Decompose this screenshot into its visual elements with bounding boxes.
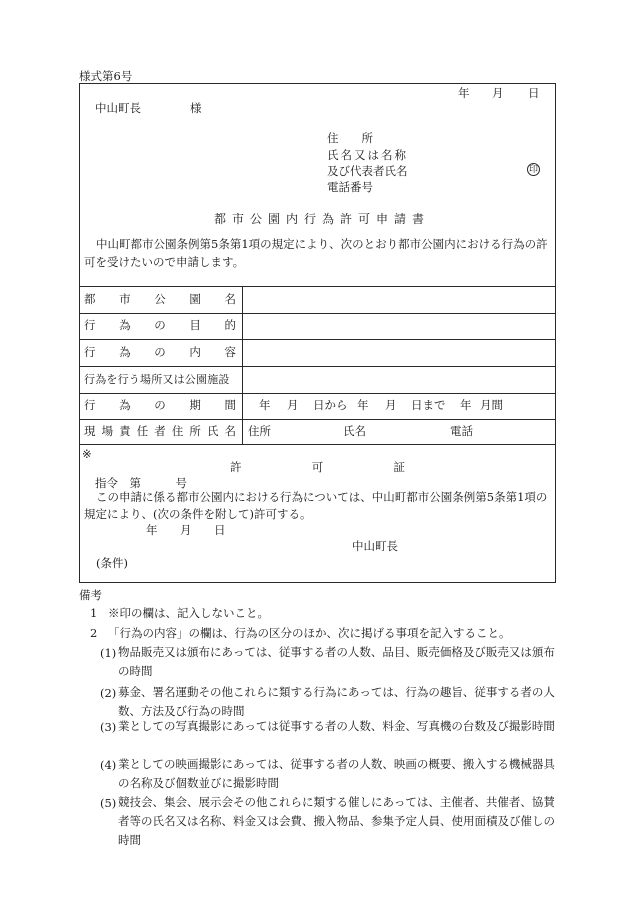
applicant-representative-label: 及び代表者氏名 [327, 164, 408, 178]
table-column-divider [242, 287, 243, 445]
row-label-content: 行 為 の 内 容 [84, 345, 236, 359]
applicant-name-label: 氏名又は名称 [327, 148, 408, 162]
content-field[interactable] [245, 342, 553, 363]
permit-body: この申請に係る都市公園内における行為については、中山町都市公園条例第5条第1項の規定により、(次の条件を附して)許可する。 [84, 490, 548, 521]
purpose-field[interactable] [245, 316, 553, 336]
sub-note-text: 業としての写真撮影にあっては従事する者の人数、料金、写真機の台数及び撮影時間 [118, 719, 555, 733]
period-years: 年 [460, 398, 472, 412]
sub-note-text: 物品販売又は頒布にあっては、従事する者の人数、品目、販売価格及び販売又は頒布の時間 [118, 645, 555, 678]
period-months: 月間 [480, 398, 503, 412]
row-label-manager: 現 場 責 任 者 住 所 氏 名 [84, 424, 236, 438]
manager-address-label: 住所 [248, 424, 271, 438]
row-label-purpose: 行 為 の 目 的 [84, 318, 236, 332]
period-year1: 年 [259, 398, 271, 412]
addressee-honorific: 様 [190, 101, 202, 115]
form-number: 様式第6号 [79, 69, 133, 83]
row-label-location: 行為を行う場所又は公園施設 [84, 373, 230, 386]
sub-note-text: 募金、署名運動その他これらに類する行為にあっては、行為の趣旨、従事する者の人数、方法及び行為の時間 [118, 685, 555, 718]
row-label-period: 行 為 の 期 間 [84, 398, 236, 412]
permit-conditions: (条件) [96, 556, 128, 570]
row-label-park-name [84, 294, 236, 306]
period-month2: 月 [385, 398, 397, 412]
location-field[interactable] [245, 369, 553, 390]
permit-title: 許 可 証 [230, 460, 405, 474]
note-text: 「行為の内容」の欄は、行為の区分のほか、次に掲げる事項を記入すること。 [108, 626, 511, 640]
row-label-char: 園 [189, 292, 201, 306]
row-label-char: 名 [224, 292, 236, 306]
intro-text: 中山町都市公園条例第5条第1項の規定により、次のとおり都市公園内における行為の許可を受けたいので申請します。 [84, 237, 548, 269]
row-label-char: 都 [84, 292, 96, 306]
date-month-label: 月 [492, 86, 504, 100]
period-month1: 月 [287, 398, 299, 412]
applicant-phone-label: 電話番号 [327, 180, 373, 194]
table-divider [79, 419, 556, 420]
date-day-label: 日 [528, 86, 540, 100]
table-divider [79, 366, 556, 367]
office-use-mark: ※ [82, 447, 92, 461]
permit-date-year: 年 [146, 523, 158, 537]
table-divider [79, 313, 556, 314]
period-year2: 年 [357, 398, 369, 412]
sub-note-number: (3) [100, 720, 117, 734]
table-divider [79, 393, 556, 394]
date-year-label: 年 [458, 86, 470, 100]
sub-note-text: 業としての映画撮影にあっては、従事する者の人数、映画の概要、搬入する機械器具の名称及び個数並びに撮影時間 [118, 757, 555, 790]
row-label-char: 市 [119, 292, 131, 306]
period-from: 日から [313, 398, 348, 412]
seal-mark-icon: 印 [528, 165, 538, 175]
sub-note-text: 競技会、集会、展示会その他これらに類する催しにあっては、主催者、共催者、協賛者等の氏名又は名称、料金又は会費、搬入物品、参集予定人員、使用面積及び催しの時間 [118, 795, 555, 847]
note-number: 2 [90, 626, 98, 640]
notes-heading: 備考 [79, 588, 102, 602]
permit-directive: 指令 第 号 [95, 476, 187, 490]
period-until: 日まで [411, 398, 446, 412]
manager-name-label: 氏名 [343, 424, 366, 438]
note-text: ※印の欄は、記入しないこと。 [108, 606, 269, 620]
table-divider [79, 339, 556, 340]
form-title: 都市公園内行為許可申請書 [214, 212, 431, 226]
permit-issuer: 中山町長 [352, 539, 398, 553]
note-number: 1 [90, 606, 98, 620]
sub-note-number: (1) [100, 646, 117, 660]
permit-date-day: 日 [214, 523, 226, 537]
addressee: 中山町長 [95, 101, 141, 115]
row-label-char: 公 [154, 292, 166, 306]
park-name-field[interactable] [245, 290, 553, 310]
sub-note-number: (4) [100, 758, 117, 772]
sub-note-number: (2) [100, 686, 117, 700]
manager-phone-label: 電話 [450, 424, 473, 438]
applicant-address-label: 住 所 [327, 131, 373, 145]
sub-note-number: (5) [100, 796, 117, 810]
permit-date-month: 月 [180, 523, 192, 537]
